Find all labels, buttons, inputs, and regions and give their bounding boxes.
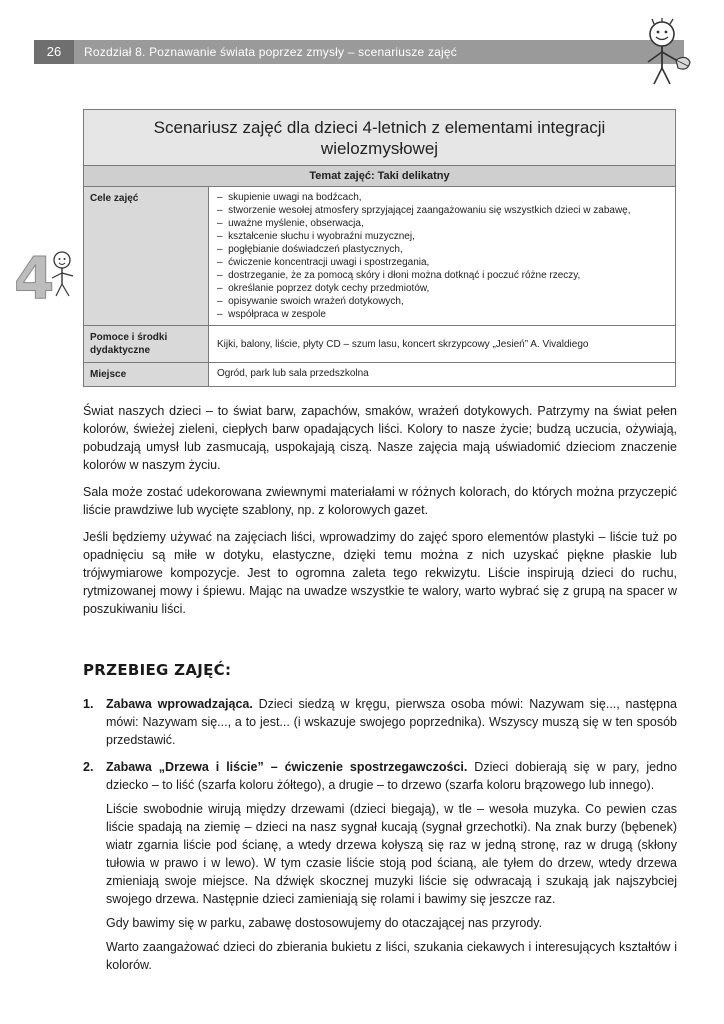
step-text: Zabawa „Drzewa i liście” – ćwiczenie spostrzegawczości. Dzieci dobierają się w pary, jedno dziecko – to liść (szarfa koloru żółtego), a drugie – to drzewo (szarfa koloru brązowego lub innego). [106, 760, 677, 792]
paragraph-intro: Świat naszych dzieci – to świat barw, zapachów, smaków, wrażeń dotykowych. Patrzymy na świat pełen kolorów, świeżej zieleni, ciepłych barw opadających liści. Kolory to nasze życie; budzą uczucia, ożywiają, pobudzają umysł lub zasmucają, uspokajają ciszą. Nasze zajęcia mają uświadomić dzieciom znaczenie kolorów w naszym życiu. [83, 404, 677, 472]
chapter-digit-mascot-icon [14, 246, 80, 306]
goal-item: – pogłębianie doświadczeń plastycznych, [217, 244, 403, 255]
goal-item: – współpraca w zespole [217, 309, 326, 320]
step-title: Zabawa „Drzewa i liście” – ćwiczenie spostrzegawczości. [106, 760, 468, 774]
page-number: 26 [34, 40, 74, 64]
step-item [83, 758, 677, 980]
goal-item: – opisywanie swoich wrażeń dotykowych, [217, 296, 404, 307]
goal-item: – stworzenie wesołej atmosfery sprzyjającej zaangażowaniu się wszystkich dzieci w zabawę, [217, 205, 631, 216]
svg-text:4: 4 [14, 246, 55, 306]
goal-item: – kształcenie słuchu i wyobraźni muzycznej, [217, 231, 415, 242]
scenario-table [83, 109, 676, 387]
goal-item: – dostrzeganie, że za pomocą skóry i dłoni można dotknąć i poczuć różne rzeczy, [217, 270, 581, 281]
place-value: Ogród, park lub sala przedszkolna [209, 363, 676, 387]
chapter-title: Rozdział 8. Poznawanie świata poprzez zmysły – scenariusze zajęć [84, 45, 457, 59]
step-number: 1. [83, 697, 94, 711]
step-paragraph: Liście swobodnie wirują między drzewami (dzieci biegają), w tle – wesoła muzyka. Co pewien czas liście spadają na ziemię – dzieci na nasz sygnał kucają (sygnał grzechotki). Na znak burzy (bębenek) wiatr zgarnia liście pod ścianę, a wtedy drzewa kołyszą się raz w jedną stronę, raz w drugą (skłony tułowia w prawo i w lewo). W tym czasie liście stoją pod ścianą, ale tyłem do drzew, wtedy drzewa zmieniają swoje miejsce. Na dźwięk skocznej muzyki liście się odwracają i szukają jak najszybciej swojego drzewa. Następnie dzieci zamieniają się rolami i bawimy się jeszcze raz. [106, 802, 677, 906]
step-title: Zabawa wprowadzająca. [106, 697, 253, 711]
goal-item: – określanie poprzez dotyk cechy przedmiotów, [217, 283, 430, 294]
place-label: Miejsce [84, 363, 209, 387]
aids-value: Kijki, balony, liście, płyty CD – szum lasu, koncert skrzypcowy „Jesień” A. Vivaldiego [209, 326, 676, 363]
scenario-topic: Temat zajęć: Taki delikatny [84, 166, 676, 187]
step-paragraph: Warto zaangażować dzieci do zbierania bukietu z liści, szukania ciekawych i interesujących kształtów i kolorów. [106, 940, 677, 972]
section-title: PRZEBIEG ZAJĘĆ: [83, 661, 232, 679]
goal-item: – ćwiczenie koncentracji uwagi i spostrzegania, [217, 257, 430, 268]
step-text: Zabawa wprowadzająca. Dzieci siedzą w kręgu, pierwsza osoba mówi: Nazywam się..., następna mówi: Nazywam się..., a to jest... (i wskazuje swojego poprzednika). Wszyscy muszą się w ten sposób przedstawić. [106, 697, 677, 747]
goals-cell [209, 187, 676, 326]
step-item [83, 695, 677, 755]
paragraph-decoration: Sala może zostać udekorowana zwiewnymi materiałami w różnych kolorach, do których można przyczepić liście prawdziwe lub wycięte szablony, np. z kolorowych gazet. [83, 485, 677, 517]
step-paragraph: Gdy bawimy się w parku, zabawę dostosowujemy do otaczającej nas przyrody. [106, 916, 543, 930]
paragraph-leaves: Jeśli będziemy używać na zajęciach liści, wprowadzimy do zajęć sporo elementów plastyki – liście tuż po opadnięciu są miłe w dotyku, elastyczne, dzięki temu można z nich uzyskać piękne płaskie lub trójwymiarowe kompozycje. Jest to ogromna zaleta tego rekwizytu. Liście inspirują dzieci do ruchu, rytmizowanej mowy i śpiewu. Mając na uwadze wszystkie te walory, warto wybrać się z grupą na spacer w poszukiwaniu liści. [83, 530, 677, 616]
scenario-title: Scenariusz zajęć dla dzieci 4-letnich z elementami integracji wielozmysłowej [84, 110, 676, 166]
goals-label: Cele zajęć [84, 187, 209, 326]
goals-list [217, 191, 667, 321]
goal-item: – uważne myślenie, obserwacja, [217, 218, 364, 229]
step-number: 2. [83, 760, 94, 774]
goal-item: – skupienie uwagi na bodźcach, [217, 192, 362, 203]
aids-label: Pomoce i środki dydaktyczne [84, 326, 209, 363]
stick-figure-mascot-icon [632, 18, 694, 90]
